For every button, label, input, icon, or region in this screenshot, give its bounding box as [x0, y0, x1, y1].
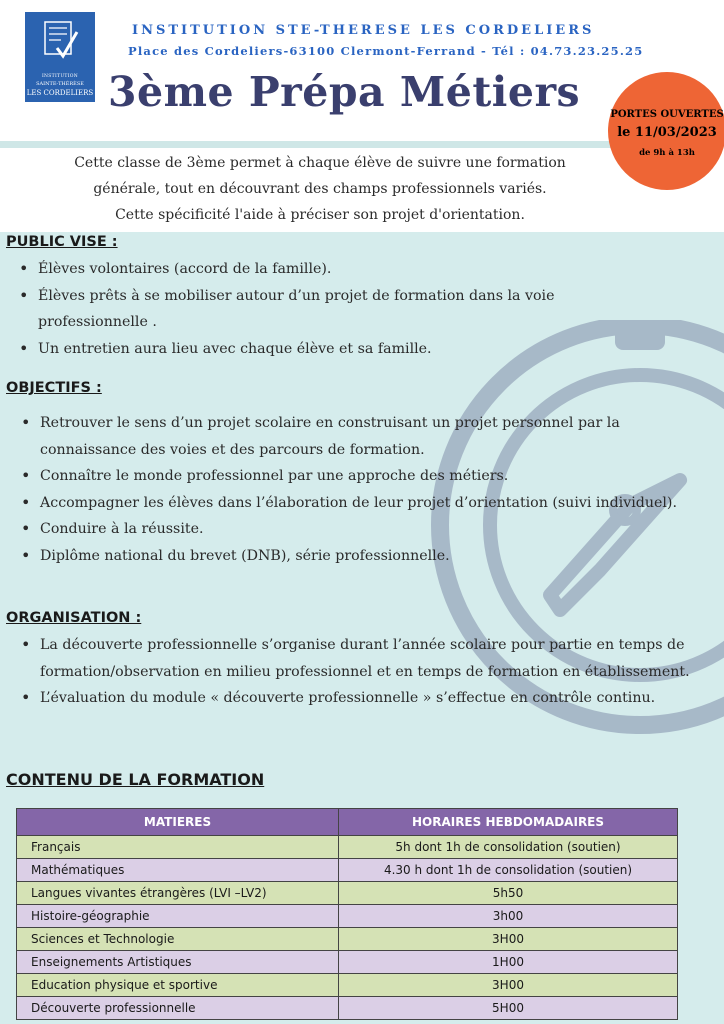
hours-cell: 4.30 h dont 1h de consolidation (soutien) — [339, 859, 678, 882]
list-item: • Élèves prêts à se mobiliser autour d’un projet de formation dans la voie professionnelle . — [16, 283, 656, 336]
hours-cell: 3h00 — [339, 905, 678, 928]
intro-line: Cette spécificité l'aide à préciser son projet d'orientation. — [115, 207, 525, 223]
subject-cell: Langues vivantes étrangères (LVI –LV2) — [17, 882, 339, 905]
list-item: • Conduire à la réussite. — [18, 516, 708, 543]
institution-logo — [25, 12, 95, 102]
hours-cell: 5h dont 1h de consolidation (soutien) — [339, 836, 678, 859]
open-day-date: le 11/03/2023 — [617, 125, 717, 140]
table-row — [17, 997, 678, 1020]
subject-cell: Enseignements Artistiques — [17, 951, 339, 974]
logo-text-2: SAINTE-THÉRÈSE — [36, 81, 84, 87]
table-row — [17, 951, 678, 974]
open-day-badge — [608, 72, 724, 190]
section-title-objectifs: OBJECTIFS : — [6, 380, 102, 396]
table-row — [17, 905, 678, 928]
hours-cell: 1H00 — [339, 951, 678, 974]
subject-cell: Histoire-géographie — [17, 905, 339, 928]
subject-cell: Sciences et Technologie — [17, 928, 339, 951]
list-item: • Retrouver le sens d’un projet scolaire en construisant un projet personnel par la connaissance des voies et des parcours de formation. — [18, 410, 708, 463]
list-item: • Élèves volontaires (accord de la famille). — [16, 256, 656, 283]
table-row — [17, 882, 678, 905]
section-title-organisation: ORGANISATION : — [6, 610, 142, 626]
table-row — [17, 859, 678, 882]
column-header-hours: HORAIRES HEBDOMADAIRES — [339, 809, 678, 836]
table-row — [17, 836, 678, 859]
organisation-list — [18, 632, 708, 712]
public-list — [16, 256, 656, 362]
list-item: • Connaître le monde professionnel par une approche des métiers. — [18, 463, 708, 490]
list-item: • La découverte professionnelle s’organise durant l’année scolaire pour partie en temps de formation/observation en milieu professionnel et en temps de formation en établissement. — [18, 632, 708, 685]
list-item: • L’évaluation du module « découverte professionnelle » s’effectue en contrôle continu. — [18, 685, 708, 712]
logo-emblem-icon — [41, 18, 79, 62]
subject-cell: Français — [17, 836, 339, 859]
table-row — [17, 928, 678, 951]
table-header-row — [17, 809, 678, 836]
list-item: • Accompagner les élèves dans l’élaboration de leur projet d’orientation (suivi individuel). — [18, 490, 708, 517]
column-header-subjects: MATIERES — [17, 809, 339, 836]
intro-line: générale, tout en découvrant des champs professionnels variés. — [93, 181, 547, 197]
section-title-contenu: CONTENU DE LA FORMATION — [6, 770, 265, 789]
institution-name: INSTITUTION STE-THERESE LES CORDELIERS — [132, 23, 595, 38]
logo-text-3: LES CORDELIERS — [26, 89, 94, 97]
schedule-table — [16, 808, 678, 1020]
intro-line: Cette classe de 3ème permet à chaque élève de suivre une formation — [74, 155, 566, 171]
intro-text — [40, 150, 600, 228]
subject-cell: Education physique et sportive — [17, 974, 339, 997]
hours-cell: 3H00 — [339, 928, 678, 951]
logo-text-1: INSTITUTION — [41, 74, 79, 79]
open-day-hours: de 9h à 13h — [639, 148, 695, 158]
section-title-public: PUBLIC VISE : — [6, 234, 118, 250]
list-item: • Diplôme national du brevet (DNB), série professionnelle. — [18, 543, 708, 570]
subject-cell: Mathématiques — [17, 859, 339, 882]
open-day-title: PORTES OUVERTES — [610, 109, 724, 120]
hours-cell: 5h50 — [339, 882, 678, 905]
list-item: • Un entretien aura lieu avec chaque élève et sa famille. — [16, 336, 656, 363]
header-divider — [0, 141, 640, 148]
subject-cell: Découverte professionnelle — [17, 997, 339, 1020]
institution-address: Place des Cordeliers-63100 Clermont-Ferrand - Tél : 04.73.23.25.25 — [128, 44, 644, 58]
table-row — [17, 974, 678, 997]
objectifs-list — [18, 410, 708, 569]
page-title: 3ème Prépa Métiers — [108, 68, 581, 116]
hours-cell: 5H00 — [339, 997, 678, 1020]
hours-cell: 3H00 — [339, 974, 678, 997]
